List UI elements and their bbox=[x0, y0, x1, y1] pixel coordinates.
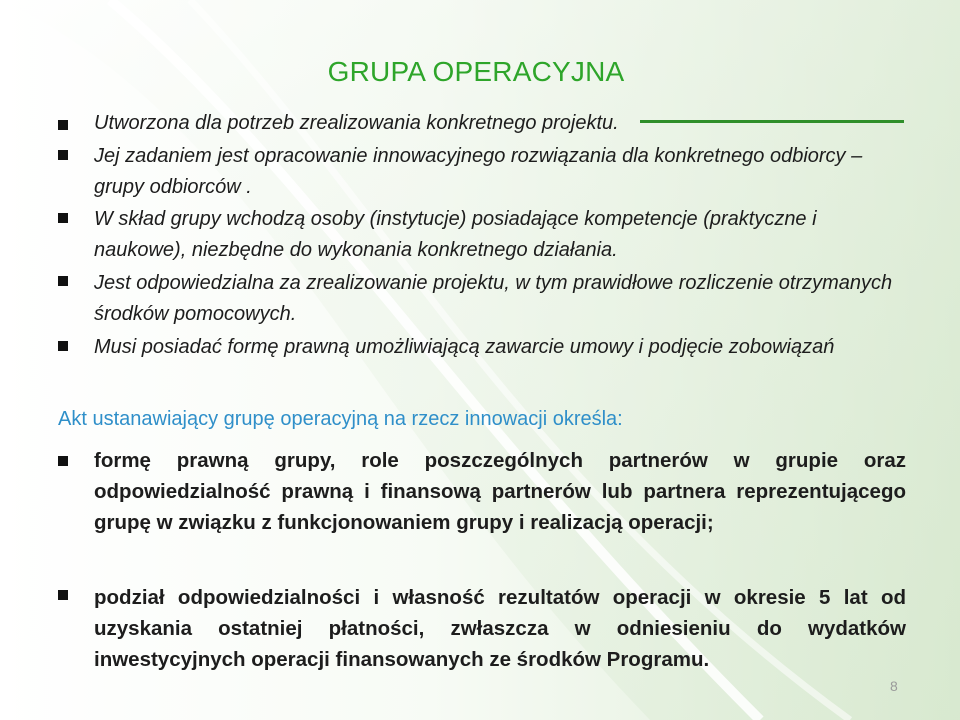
bullet-text-7: podział odpowiedzialności i własność rezultatów operacji w okresie 5 lat od uzyskania ostatniej płatności, zwłaszcza w odniesieniu do wydatków inwestycyjnych operacji finansowanych ze środków Programu. bbox=[94, 586, 906, 671]
bullet-square-icon bbox=[58, 150, 68, 160]
bullet-text-2: Jej zadaniem jest opracowanie innowacyjnego rozwiązania dla konkretnego odbiorcy – grupy odbiorców . bbox=[94, 145, 863, 198]
bullet-text-4: Jest odpowiedzialna za zrealizowanie projektu, w tym prawidłowe rozliczenie otrzymanych środków pomocowych. bbox=[94, 272, 893, 325]
page-number: 8 bbox=[890, 678, 898, 694]
slide-title: GRUPA OPERACYJNA bbox=[327, 56, 625, 87]
bullet-square-icon bbox=[58, 456, 68, 466]
intro-text: Akt ustanawiający grupę operacyjną na rzecz innowacji określa: bbox=[58, 408, 623, 430]
bullet-square-icon bbox=[58, 341, 68, 351]
bullet-square-icon bbox=[58, 276, 68, 286]
bullet-square-icon bbox=[58, 213, 68, 223]
bullet-text-5: Musi posiadać formę prawną umożliwiającą zawarcie umowy i podjęcie zobowiązań bbox=[94, 336, 835, 358]
bullet-square-icon bbox=[58, 120, 68, 130]
bullet-text-6: formę prawną grupy, role poszczególnych partnerów w grupie oraz odpowiedzialność prawną i finansową partnerów lub partnera reprezentującego grupę w związku z funkcjonowaniem grupy i realizacją operacji; bbox=[94, 449, 906, 534]
bullet-text-1: Utworzona dla potrzeb zrealizowania konkretnego projektu. bbox=[94, 112, 619, 134]
bullet-text-3: W skład grupy wchodzą osoby (instytucje) posiadające kompetencje (praktyczne i naukowe), niezbędne do wykonania konkretnego działania. bbox=[94, 208, 817, 261]
bullet-square-icon bbox=[58, 590, 68, 600]
